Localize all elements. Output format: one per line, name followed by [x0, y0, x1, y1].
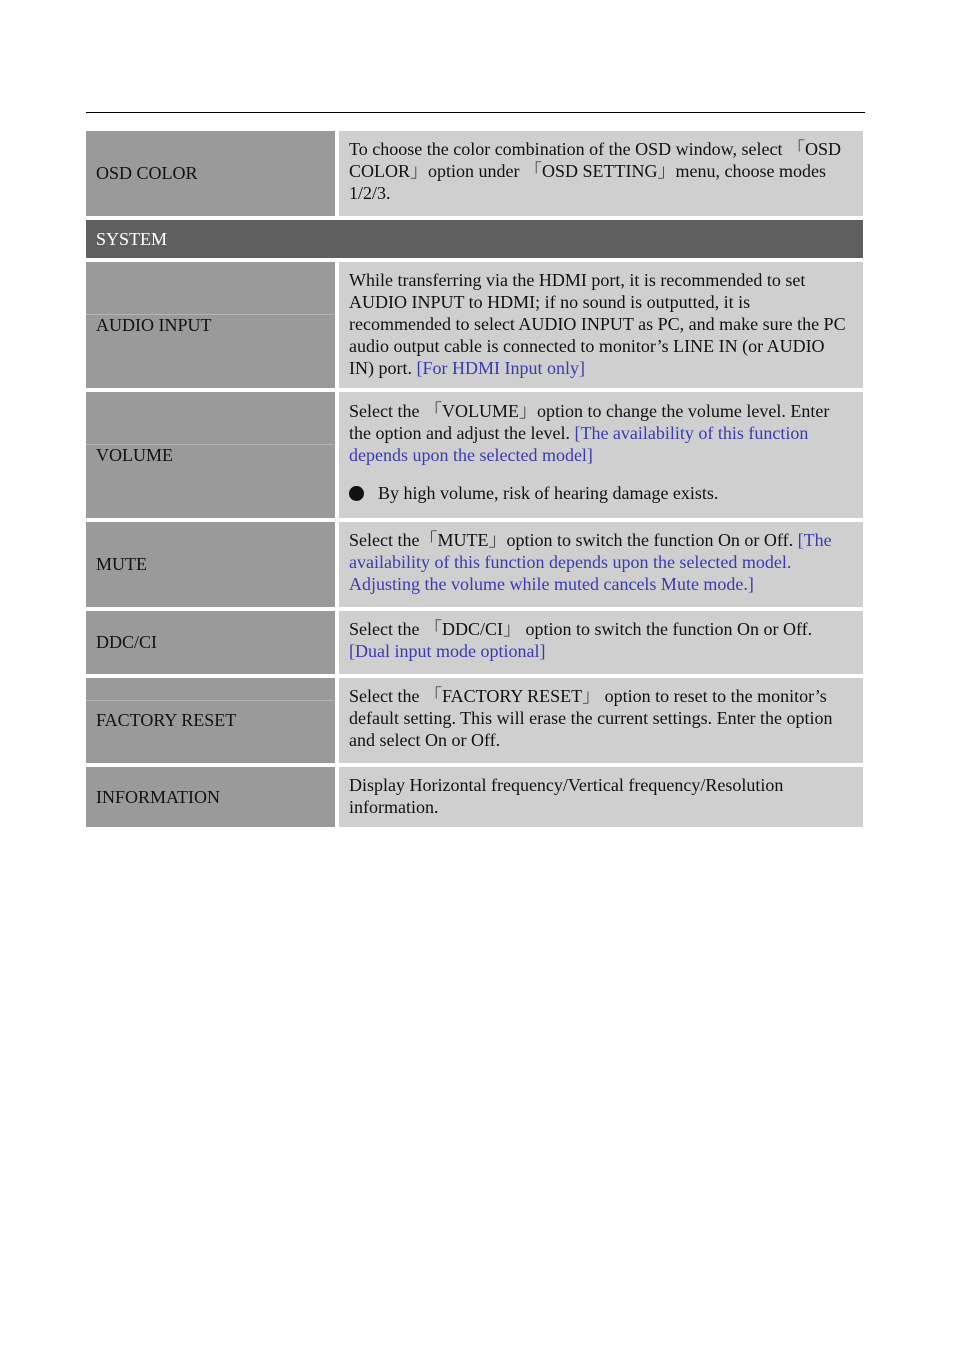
table-row-factory-reset [86, 678, 863, 763]
availability-note: [For HDMI Input only] [416, 358, 585, 378]
row-label: AUDIO INPUT [86, 262, 335, 388]
header-rule [86, 112, 865, 113]
table-row-osd-color [86, 131, 863, 216]
row-description: Select the 「VOLUME」option to change the volume level. Enter the option and adjust the level. [The availability of this function depends upon the selected model] By high volume, risk of hearing damage exists. [339, 392, 863, 518]
warning-line: By high volume, risk of hearing damage exists. [349, 482, 854, 504]
settings-table [86, 131, 863, 827]
section-header-system: SYSTEM [86, 220, 863, 258]
row-description: Select the 「DDC/CI」 option to switch the function On or Off. [Dual input mode optional] [339, 611, 863, 674]
row-description: To choose the color combination of the OSD window, select 「OSD COLOR」option under 「OSD SETTING」menu, choose modes 1/2/3. [339, 131, 863, 216]
table-row-audio-input [86, 262, 863, 388]
row-label: OSD COLOR [86, 131, 335, 216]
row-description: Select the 「FACTORY RESET」 option to reset to the monitor’s default setting. This will erase the current settings. Enter the option and select On or Off. [339, 678, 863, 763]
row-label: FACTORY RESET [86, 678, 335, 763]
table-row-volume [86, 392, 863, 518]
row-label: MUTE [86, 522, 335, 607]
row-label: VOLUME [86, 392, 335, 518]
table-row-mute [86, 522, 863, 607]
bullet-icon [349, 486, 364, 501]
table-row-ddc-ci [86, 611, 863, 674]
row-description: Select the「MUTE」option to switch the function On or Off. [The availability of this function depends upon the selected model. Adjusting the volume while muted cancels Mute mode.] [339, 522, 863, 607]
cell-divider [86, 444, 335, 445]
table-row-information [86, 767, 863, 827]
availability-note: [Dual input mode optional] [349, 641, 546, 661]
row-label: INFORMATION [86, 767, 335, 827]
availability-note: [The availability of this function depends upon the selected model] [349, 423, 809, 465]
cell-divider [86, 700, 335, 701]
row-label: DDC/CI [86, 611, 335, 674]
cell-divider [86, 314, 335, 315]
availability-note: [The availability of this function depends upon the selected model. Adjusting the volume while muted cancels Mute mode.] [349, 530, 832, 594]
row-description: While transferring via the HDMI port, it is recommended to set AUDIO INPUT to HDMI; if no sound is outputted, it is recommended to select AUDIO INPUT as PC, and make sure the PC audio output cable is connected to monitor’s LINE IN (or AUDIO IN) port. [For HDMI Input only] [339, 262, 863, 388]
row-description: Display Horizontal frequency/Vertical frequency/Resolution information. [339, 767, 863, 827]
